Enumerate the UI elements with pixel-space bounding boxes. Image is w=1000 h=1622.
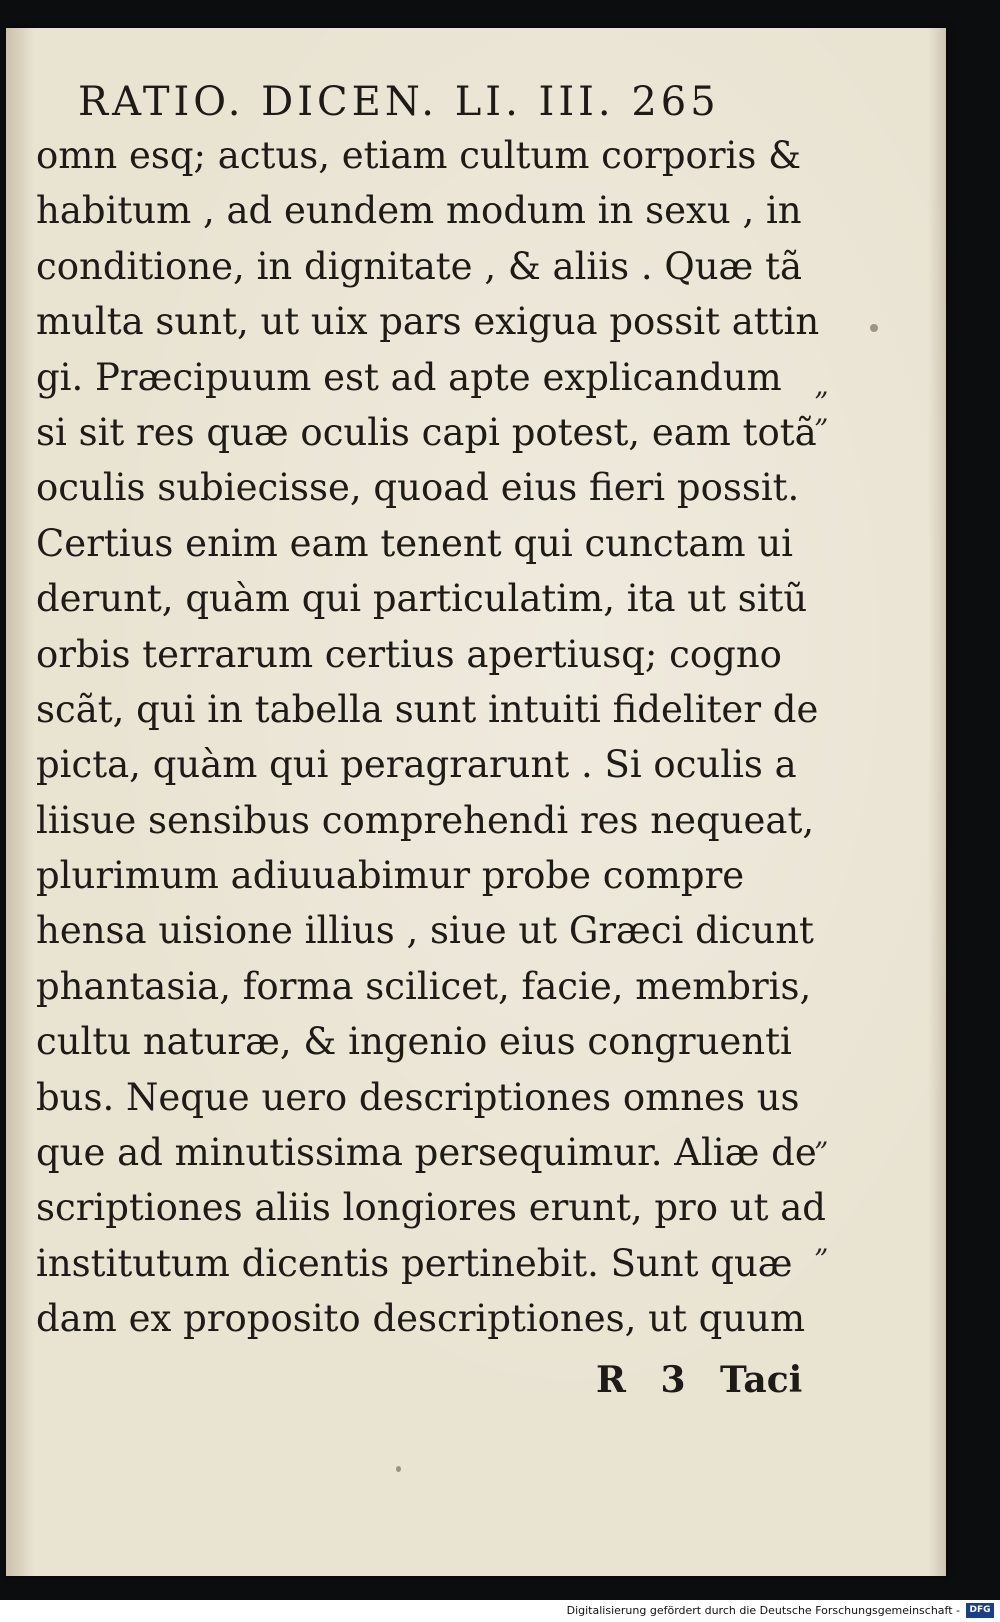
text-line: orbis terrarum certius apertiusq; cogno <box>36 632 782 676</box>
text-line: institutum dicentis pertinebit. Sunt quæ <box>36 1241 793 1285</box>
text-line: Certius enim eam tenent qui cunctam ui <box>36 521 793 565</box>
paper-spot <box>396 1466 401 1472</box>
text-line: phantasia, forma scilicet, facie, membris, <box>36 964 812 1008</box>
text-line: gi. Præcipuum est ad apte explicandum <box>36 355 782 399</box>
text-line: omn esq; actus, etiam cultum corporis & <box>36 134 802 177</box>
text-line: plurimum adiuuabimur probe compre <box>36 854 745 898</box>
book-page <box>6 28 946 1576</box>
funding-credit: Digitalisierung gefördert durch die Deutsche Forschungsgemeinschaft - <box>566 1604 960 1617</box>
dfg-logo: DFG <box>966 1603 994 1618</box>
margin-quote-mark: ” <box>814 1243 829 1276</box>
page-text <box>36 76 826 1408</box>
margin-notes <box>814 128 854 1328</box>
text-line: cultu naturæ, & ingenio eius congruenti <box>36 1020 792 1064</box>
footer-bar <box>0 1600 1000 1622</box>
text-line: derunt, quàm qui particulatim, ita ut sitũ <box>36 577 808 621</box>
text-line: dam ex proposito descriptiones, ut quum <box>36 1297 806 1341</box>
catchword: R 3 Taci <box>596 1358 803 1401</box>
text-line: conditione, in dignitate , & aliis . Quæ tã <box>36 244 802 288</box>
text-line: si sit res quæ oculis capi potest, eam totã <box>36 410 817 454</box>
margin-quote-mark: ” <box>814 1136 829 1169</box>
text-line: scãt, qui in tabella sunt intuiti fideliter de <box>36 687 819 731</box>
text-line: liisue sensibus comprehendi res nequeat, <box>36 798 815 842</box>
text-line: hensa uisione illius , siue ut Græci dicunt <box>36 909 814 953</box>
text-line: oculis subiecisse, quoad eius fieri possit. <box>36 466 800 510</box>
text-line: que ad minutissima persequimur. Aliæ de <box>36 1131 817 1175</box>
paper-spot <box>870 324 878 332</box>
text-line: picta, quàm qui peragrarunt . Si oculis a <box>36 743 797 787</box>
text-line: multa sunt, ut uix pars exigua possit attin <box>36 300 820 344</box>
text-line: habitum , ad eundem modum in sexu , in <box>36 189 802 233</box>
text-lines <box>36 128 826 1347</box>
text-line: scriptiones aliis longiores erunt, pro ut ad <box>36 1186 826 1230</box>
margin-quote-mark: ” <box>814 413 829 446</box>
margin-quote-mark: ” <box>814 386 829 419</box>
text-line: bus. Neque uero descriptiones omnes us <box>36 1075 800 1119</box>
running-header: RATIO. DICEN. LI. III. 265 <box>78 79 720 125</box>
